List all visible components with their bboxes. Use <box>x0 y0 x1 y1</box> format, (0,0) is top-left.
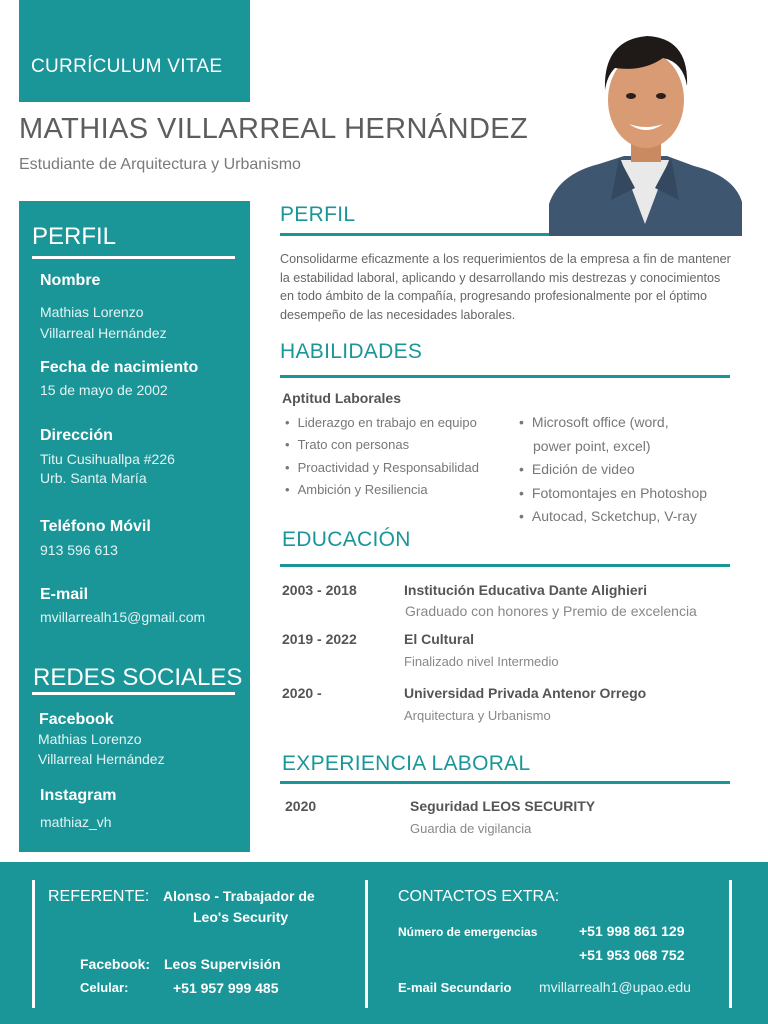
person-name: MATHIAS VILLARREAL HERNÁNDEZ <box>19 113 529 145</box>
facebook-label: Facebook <box>39 711 114 728</box>
education-institution: Universidad Privada Antenor Orrego <box>404 685 647 701</box>
referente-label: REFERENTE: <box>48 888 150 905</box>
skill-item: • Proactividad y Responsabilidad <box>285 460 479 475</box>
education-years: 2020 - <box>282 685 322 701</box>
nombre-line2: Villarreal Hernández <box>40 325 167 341</box>
education-institution: El Cultural <box>404 631 475 647</box>
referente-line1: Alonso - Trabajador de <box>163 888 315 904</box>
experiencia-heading: EXPERIENCIA LABORAL <box>282 752 531 775</box>
nombre-label: Nombre <box>40 272 101 289</box>
skill-item: • Ambición y Resiliencia <box>285 482 428 497</box>
sidebar <box>19 201 250 852</box>
direccion-label: Dirección <box>40 427 113 444</box>
footer-divider <box>365 880 368 1008</box>
skill-item: • Liderazgo en trabajo en equipo <box>285 415 477 430</box>
experience-role: Guardia de vigilancia <box>410 821 532 836</box>
educacion-heading: EDUCACIÓN <box>282 528 411 551</box>
nombre-line1: Mathias Lorenzo <box>40 304 144 320</box>
footer-divider <box>729 880 732 1008</box>
education-institution: Institución Educativa Dante Alighieri <box>404 582 647 598</box>
footer-divider <box>32 880 35 1008</box>
sidebar-divider <box>32 256 235 259</box>
direccion-line2: Urb. Santa María <box>40 470 147 486</box>
fecha-label: Fecha de nacimiento <box>40 359 199 376</box>
contactos-heading: CONTACTOS EXTRA: <box>398 888 560 905</box>
instagram-label: Instagram <box>40 787 117 804</box>
skill-item: • Fotomontajes en Photoshop <box>519 485 707 501</box>
direccion-line1: Titu Cusihuallpa #226 <box>40 451 175 467</box>
email-label: E-mail <box>40 586 89 603</box>
education-detail: Arquitectura y Urbanismo <box>404 708 551 723</box>
emergencia-label: Número de emergencias <box>398 925 538 939</box>
experiencia-rule <box>280 781 730 784</box>
educacion-rule <box>280 564 730 567</box>
cv-title: CURRÍCULUM VITAE <box>31 56 223 77</box>
telefono-value: 913 596 613 <box>40 542 118 558</box>
education-detail: Graduado con honores y Premio de excelencia <box>405 603 697 619</box>
facebook-line1: Mathias Lorenzo <box>38 731 142 747</box>
celular-label: Celular: <box>80 980 129 995</box>
emergencia-value: +51 998 861 129 <box>579 923 685 939</box>
perfil-heading: PERFIL <box>280 203 356 226</box>
perfil-rule <box>280 233 549 236</box>
footer-facebook-value: Leos Supervisión <box>164 956 281 972</box>
skill-item: • Microsoft office (word, <box>519 414 669 430</box>
education-detail: Finalizado nivel Intermedio <box>404 654 559 669</box>
secondary-email-label: E-mail Secundario <box>398 980 512 995</box>
secondary-email-value: mvillarrealh1@upao.edu <box>539 979 691 995</box>
perfil-text: Consolidarme eficazmente a los requerimientos de la empresa a fin de mantener la estabilidad laboral, aplicando y desarrollando mis destrezas y conocimientos en todo ámbito de la compañía, progresando profesionalmente por el óptimo desempeño de las necesidades laborales. <box>280 252 731 322</box>
email-value: mvillarrealh15@gmail.com <box>40 609 206 625</box>
instagram-value: mathiaz_vh <box>40 814 112 830</box>
sidebar-perfil-heading: PERFIL <box>32 223 117 250</box>
skill-item: • Edición de video <box>519 461 635 477</box>
habilidades-rule <box>280 375 730 378</box>
experience-year: 2020 <box>285 798 317 814</box>
skill-item-continuation: power point, excel) <box>533 438 651 454</box>
redes-heading: REDES SOCIALES <box>33 664 243 691</box>
referente-line2: Leo's Security <box>193 909 289 925</box>
skill-item: • Autocad, Scketchup, V-ray <box>519 508 697 524</box>
footer-facebook-label: Facebook: <box>80 956 151 972</box>
aptitud-heading: Aptitud Laborales <box>282 390 402 406</box>
emergencia-value: +51 953 068 752 <box>579 947 685 963</box>
fecha-value: 15 de mayo de 2002 <box>40 382 168 398</box>
person-subtitle: Estudiante de Arquitectura y Urbanismo <box>19 156 301 173</box>
profile-photo <box>549 24 742 236</box>
footer <box>0 862 768 1024</box>
facebook-line2: Villarreal Hernández <box>38 751 165 767</box>
sidebar-divider <box>32 692 235 695</box>
telefono-label: Teléfono Móvil <box>40 518 151 535</box>
celular-value: +51 957 999 485 <box>173 980 279 996</box>
education-years: 2003 - 2018 <box>282 582 357 598</box>
experience-company: Seguridad LEOS SECURITY <box>410 798 596 814</box>
skill-item: • Trato con personas <box>285 437 409 452</box>
cv-title-badge <box>19 0 250 102</box>
habilidades-heading: HABILIDADES <box>280 340 423 363</box>
education-years: 2019 - 2022 <box>282 631 357 647</box>
